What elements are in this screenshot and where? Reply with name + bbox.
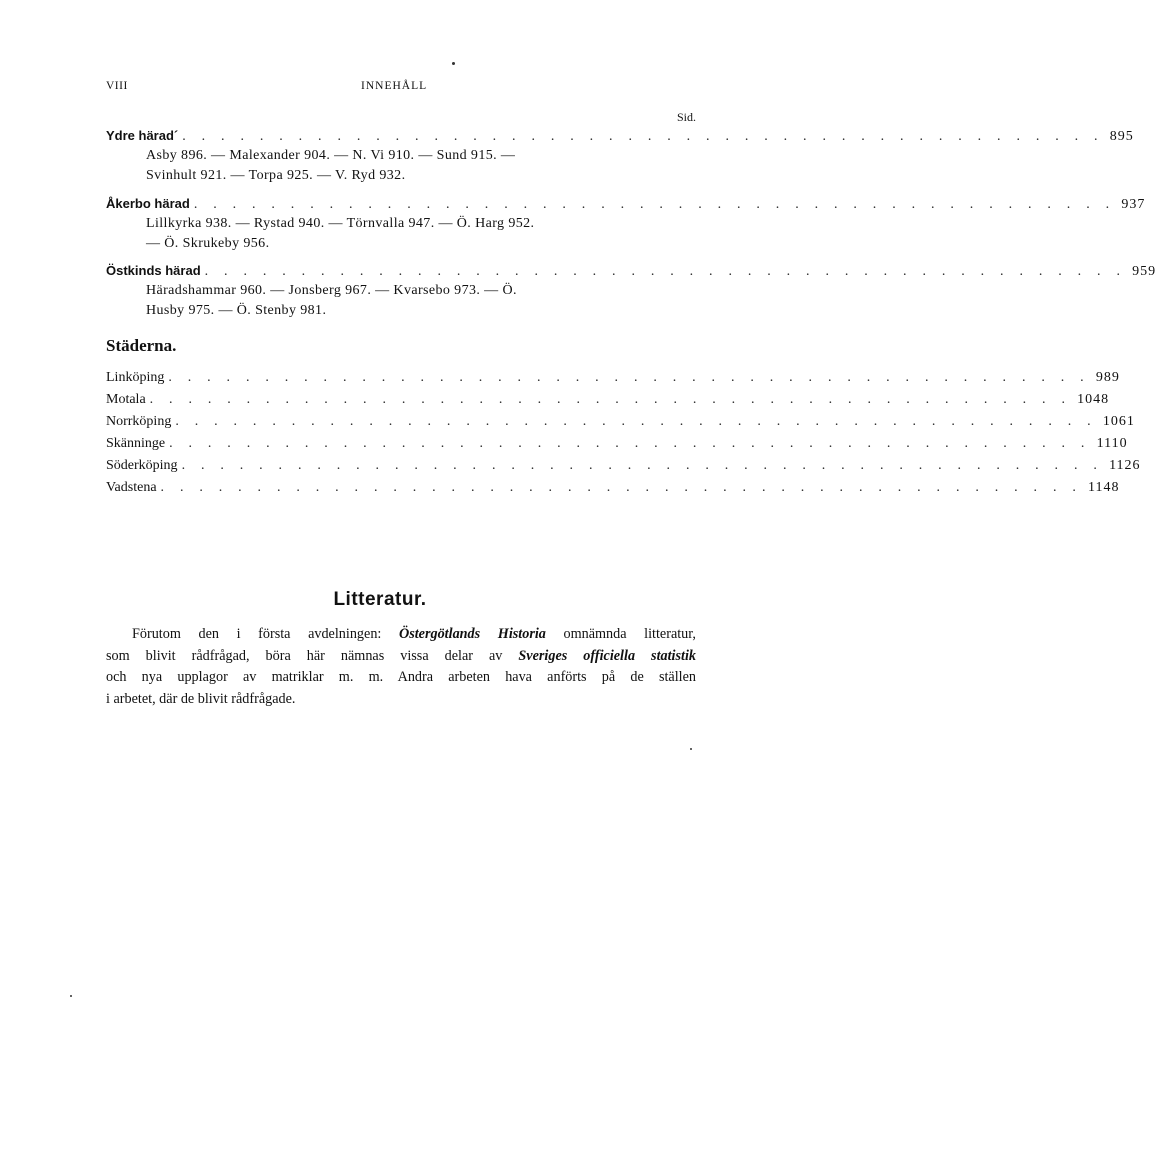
toc-entry-name: Skänninge [106,436,166,451]
toc-entry-page: 959 [1132,264,1156,279]
parish-line: — Ö. Skrukeby 956. [146,236,270,251]
paragraph-line: i arbetet, där de blivit rådfrågade. [106,690,296,707]
toc-entry-page: 989 [1095,370,1120,385]
book-title: Östergötlands Historia [398,626,546,642]
leader-dots: . . . . . . . . . . . . . . . . . . . . . . . . . . . . . . . . . . . . . . . . . . . . . . . . [169,436,1091,451]
running-header [106,80,696,100]
parish-list [106,281,646,321]
toc-entry-page: 937 [1121,197,1146,212]
toc-entry-name: Linköping [106,370,165,385]
toc-entry-name: Ydre härad´ [106,128,179,143]
page-number: VIII [106,80,128,92]
toc-entry-page: 1110 [1096,436,1128,451]
section-heading: Litteratur. [333,589,427,610]
toc-entry-page: 1048 [1077,392,1110,407]
toc-entry [106,433,1128,455]
parish-list [106,146,646,186]
paragraph-line: och nya upplagor av matriklar m. m. Andra arbeten hava anförts på de ställen [106,669,696,685]
toc-entry-name: Östkinds härad [106,263,201,278]
toc-entry [106,389,1110,411]
parish-line: Asby 896. — Malexander 904. — N. Vi 910. — Sund 915. — [146,148,516,163]
text-run: omnämnda litteratur, [545,626,696,642]
text-run: som blivit rådfrågad, böra här nämnas vissa delar av [106,647,519,664]
harad-section [106,125,1134,186]
leader-dots: . . . . . . . . . . . . . . . . . . . . . . . . . . . . . . . . . . . . . . . . . . . . . . . . [193,197,1116,212]
toc-entry-page: 1148 [1088,480,1120,495]
parish-line: Svinhult 921. — Torpa 925. — V. Ryd 932. [146,168,406,183]
toc-entry [106,125,1134,146]
literature-paragraph [106,624,696,710]
leader-dots: . . . . . . . . . . . . . . . . . . . . . . . . . . . . . . . . . . . . . . . . . . . . . . . . [182,129,1104,144]
toc-entry [106,455,1141,477]
section-heading: Städerna. [106,336,177,355]
harad-section [106,193,1146,254]
toc-entry-page: 895 [1109,129,1134,144]
toc-entry-name: Söderköping [106,458,178,473]
harad-section [106,260,1156,321]
parish-line: Husby 975. — Ö. Stenby 981. [146,303,327,318]
parish-list [106,214,646,254]
toc-entry-name: Åkerbo härad [106,196,190,211]
leader-dots: . . . . . . . . . . . . . . . . . . . . . . . . . . . . . . . . . . . . . . . . . . . . . . . . [181,458,1104,473]
page-column-label: Sid. [676,110,696,124]
town-list [106,367,1141,499]
leader-dots: . . . . . . . . . . . . . . . . . . . . . . . . . . . . . . . . . . . . . . . . . . . . . . . . [175,414,1097,429]
publication-title: Sveriges officiella statistik [518,647,696,664]
leader-dots: . . . . . . . . . . . . . . . . . . . . . . . . . . . . . . . . . . . . . . . . . . . . . . . . [160,480,1083,495]
paragraph-line [106,646,696,668]
toc-entry-name: Norrköping [106,414,172,429]
text-run: Förutom den i första avdelningen: [132,626,399,642]
parish-line: Häradshammar 960. — Jonsberg 967. — Kvarsebo 973. — Ö. [146,283,517,298]
leader-dots: . . . . . . . . . . . . . . . . . . . . . . . . . . . . . . . . . . . . . . . . . . . . . . . . [204,264,1127,279]
toc-entry [106,193,1146,214]
toc-entry-page: 1126 [1109,458,1141,473]
toc-entry [106,260,1156,281]
print-speck [452,62,455,65]
leader-dots: . . . . . . . . . . . . . . . . . . . . . . . . . . . . . . . . . . . . . . . . . . . . . . . . [168,370,1090,385]
paragraph-line [106,624,696,646]
toc-entry-page: 1061 [1102,414,1135,429]
toc-entry-name: Vadstena [106,480,157,495]
leader-dots: . . . . . . . . . . . . . . . . . . . . . . . . . . . . . . . . . . . . . . . . . . . . . . . . [149,392,1072,407]
toc-entry-name: Motala [106,392,146,407]
print-speck [690,748,692,750]
parish-line: Lillkyrka 938. — Rystad 940. — Törnvalla 947. — Ö. Harg 952. [146,216,535,231]
toc-entry [106,477,1120,499]
print-speck [70,995,72,997]
toc-entry [106,411,1135,433]
toc-entry [106,367,1120,389]
running-title: INNEHÅLL [361,80,428,92]
